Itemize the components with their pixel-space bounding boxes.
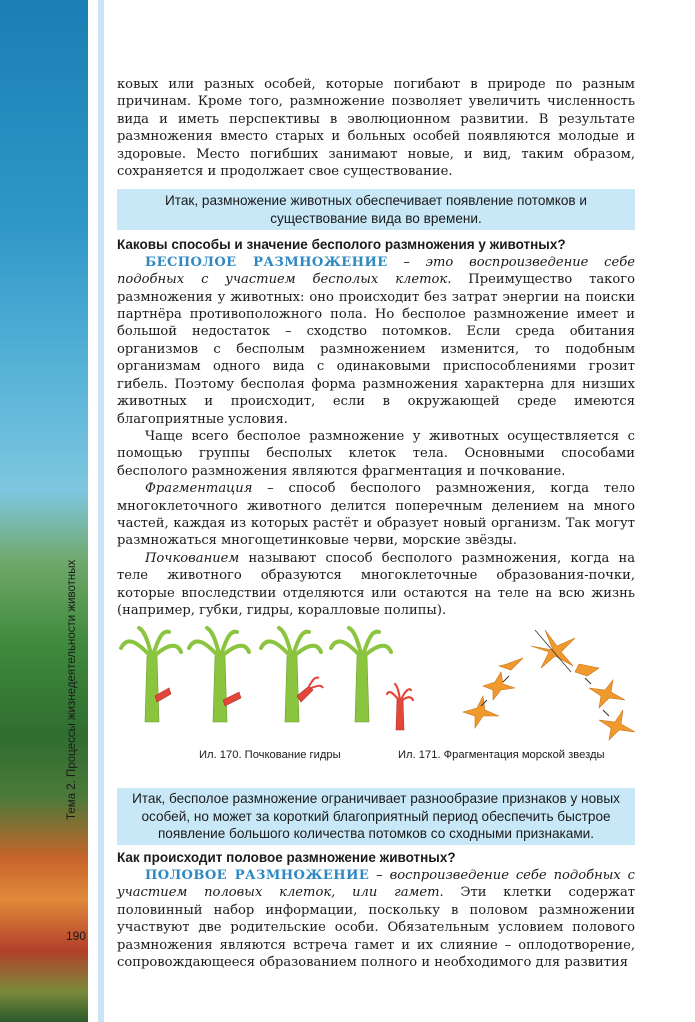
paragraph-sexual-definition <box>117 867 635 971</box>
paragraph-asexual-methods: Чаще всего бесполое размножение у животных осуществляется с помощью группы бесполых клеток тела. Основными способами бесполого размножения являются фрагментация и почкование. <box>117 428 635 479</box>
section-heading-asexual: Каковы способы и значение бесполого размножения у животных? <box>117 236 566 252</box>
paragraph-text: Преимущество такого размножения у животных: оно происходит без затрат энергии на поиски партнёра противоположного пола. Но бесполое размножение имеет и большой недостаток – сходство потомков. Если среда обитания организмов с бесполым размножением изменится, то подобным организмам одного вида с одинаковыми приспособлениями грозит гибель. Поэтому бесполая форма размножения характерна для низших животных и происходит, если в окружающей среде имеются благоприятные условия. <box>117 272 635 427</box>
term-sexual: ПОЛОВОЕ РАЗМНОЖЕНИЕ <box>145 867 370 883</box>
chapter-title: Тема 2. Процессы жизнедеятельности животных <box>66 559 78 820</box>
definition-sexual: – воспроизведение себе подобных с участием половых клеток, или гамет. <box>117 867 635 901</box>
figure-caption-171: Ил. 171. Фрагментация морской звезды <box>398 749 605 762</box>
term-asexual: БЕСПОЛОЕ РАЗМНОЖЕНИЕ <box>145 254 388 270</box>
hydra-stage-3 <box>261 628 323 722</box>
term-fragmentation: Фрагментация <box>145 481 253 497</box>
paragraph-text: называют способ бесполого размножения, когда на теле животного образуются многоклеточные образования-почки, которые впоследствии отделяются или остаются на теле на всю жизнь (например, губки, гидры, коралловые полипы). <box>117 550 635 618</box>
hydra-budding-illustration <box>117 626 417 736</box>
strip-accent <box>98 0 104 1022</box>
decorative-photo-strip <box>0 0 88 1022</box>
term-budding: Почкованием <box>145 550 240 566</box>
cut-line <box>535 630 571 672</box>
starfish-whole <box>531 630 575 668</box>
summary-box: Итак, бесполое размножение ограничивает разнообразие признаков у новых особей, но может за короткий благоприятный период обеспечить быстрое появление большого количества потомков со сходными признаками. <box>117 788 635 845</box>
starfish-fragment-left <box>463 658 523 728</box>
paragraph-intro: ковых или разных особей, которые погибают в природе по разным причинам. Кроме того, размножение позволяет увеличить численность вида и иметь перспективы в эволюционном развитии. В результате размножения вместо старых и больных особей появляются молодые и здоровые. Место погибших занимают новые, и вид, таким образом, сохраняется и продолжает свое существование. <box>117 77 635 180</box>
hydra-new-individual <box>387 684 413 730</box>
paragraph-text: – способ бесполого размножения, когда тело многоклеточного животного делится поперечным делением на много частей, каждая из которых растёт и образует новый организм. Так могут размножаться многощетинковые черви, морские звёзды. <box>117 481 635 549</box>
hydra-stage-1 <box>121 628 181 722</box>
strip-divider <box>88 0 98 1022</box>
starfish-fragmentation-illustration <box>449 620 639 748</box>
starfish-fragment-right <box>575 664 635 740</box>
summary-box: Итак, размножение животных обеспечивает появление потомков и существование вида во времени. <box>117 189 635 229</box>
page-number: 190 <box>66 929 87 943</box>
section-heading-sexual: Как происходит половое размножение животных? <box>117 849 456 865</box>
paragraph-budding <box>117 550 635 620</box>
figures-row <box>117 626 635 776</box>
page-content <box>117 76 635 971</box>
hydra-stage-4 <box>331 628 391 722</box>
figure-caption-170: Ил. 170. Почкование гидры <box>199 749 341 762</box>
paragraph-text: Эти клетки содержат половинный набор информации, поскольку в половом размножении участвуют две родительские особи. Обязательным условием полового размножения являются встреча гамет и их слияние – оплодотворение, сопровождающееся образованием полного и необходимого для развития <box>117 885 635 971</box>
paragraph-fragmentation <box>117 480 635 550</box>
definition-asexual: – это воспроизведение себе подобных с участием бесполых клеток. <box>117 254 635 288</box>
paragraph-asexual-definition <box>117 254 635 428</box>
hydra-stage-2 <box>189 628 249 722</box>
